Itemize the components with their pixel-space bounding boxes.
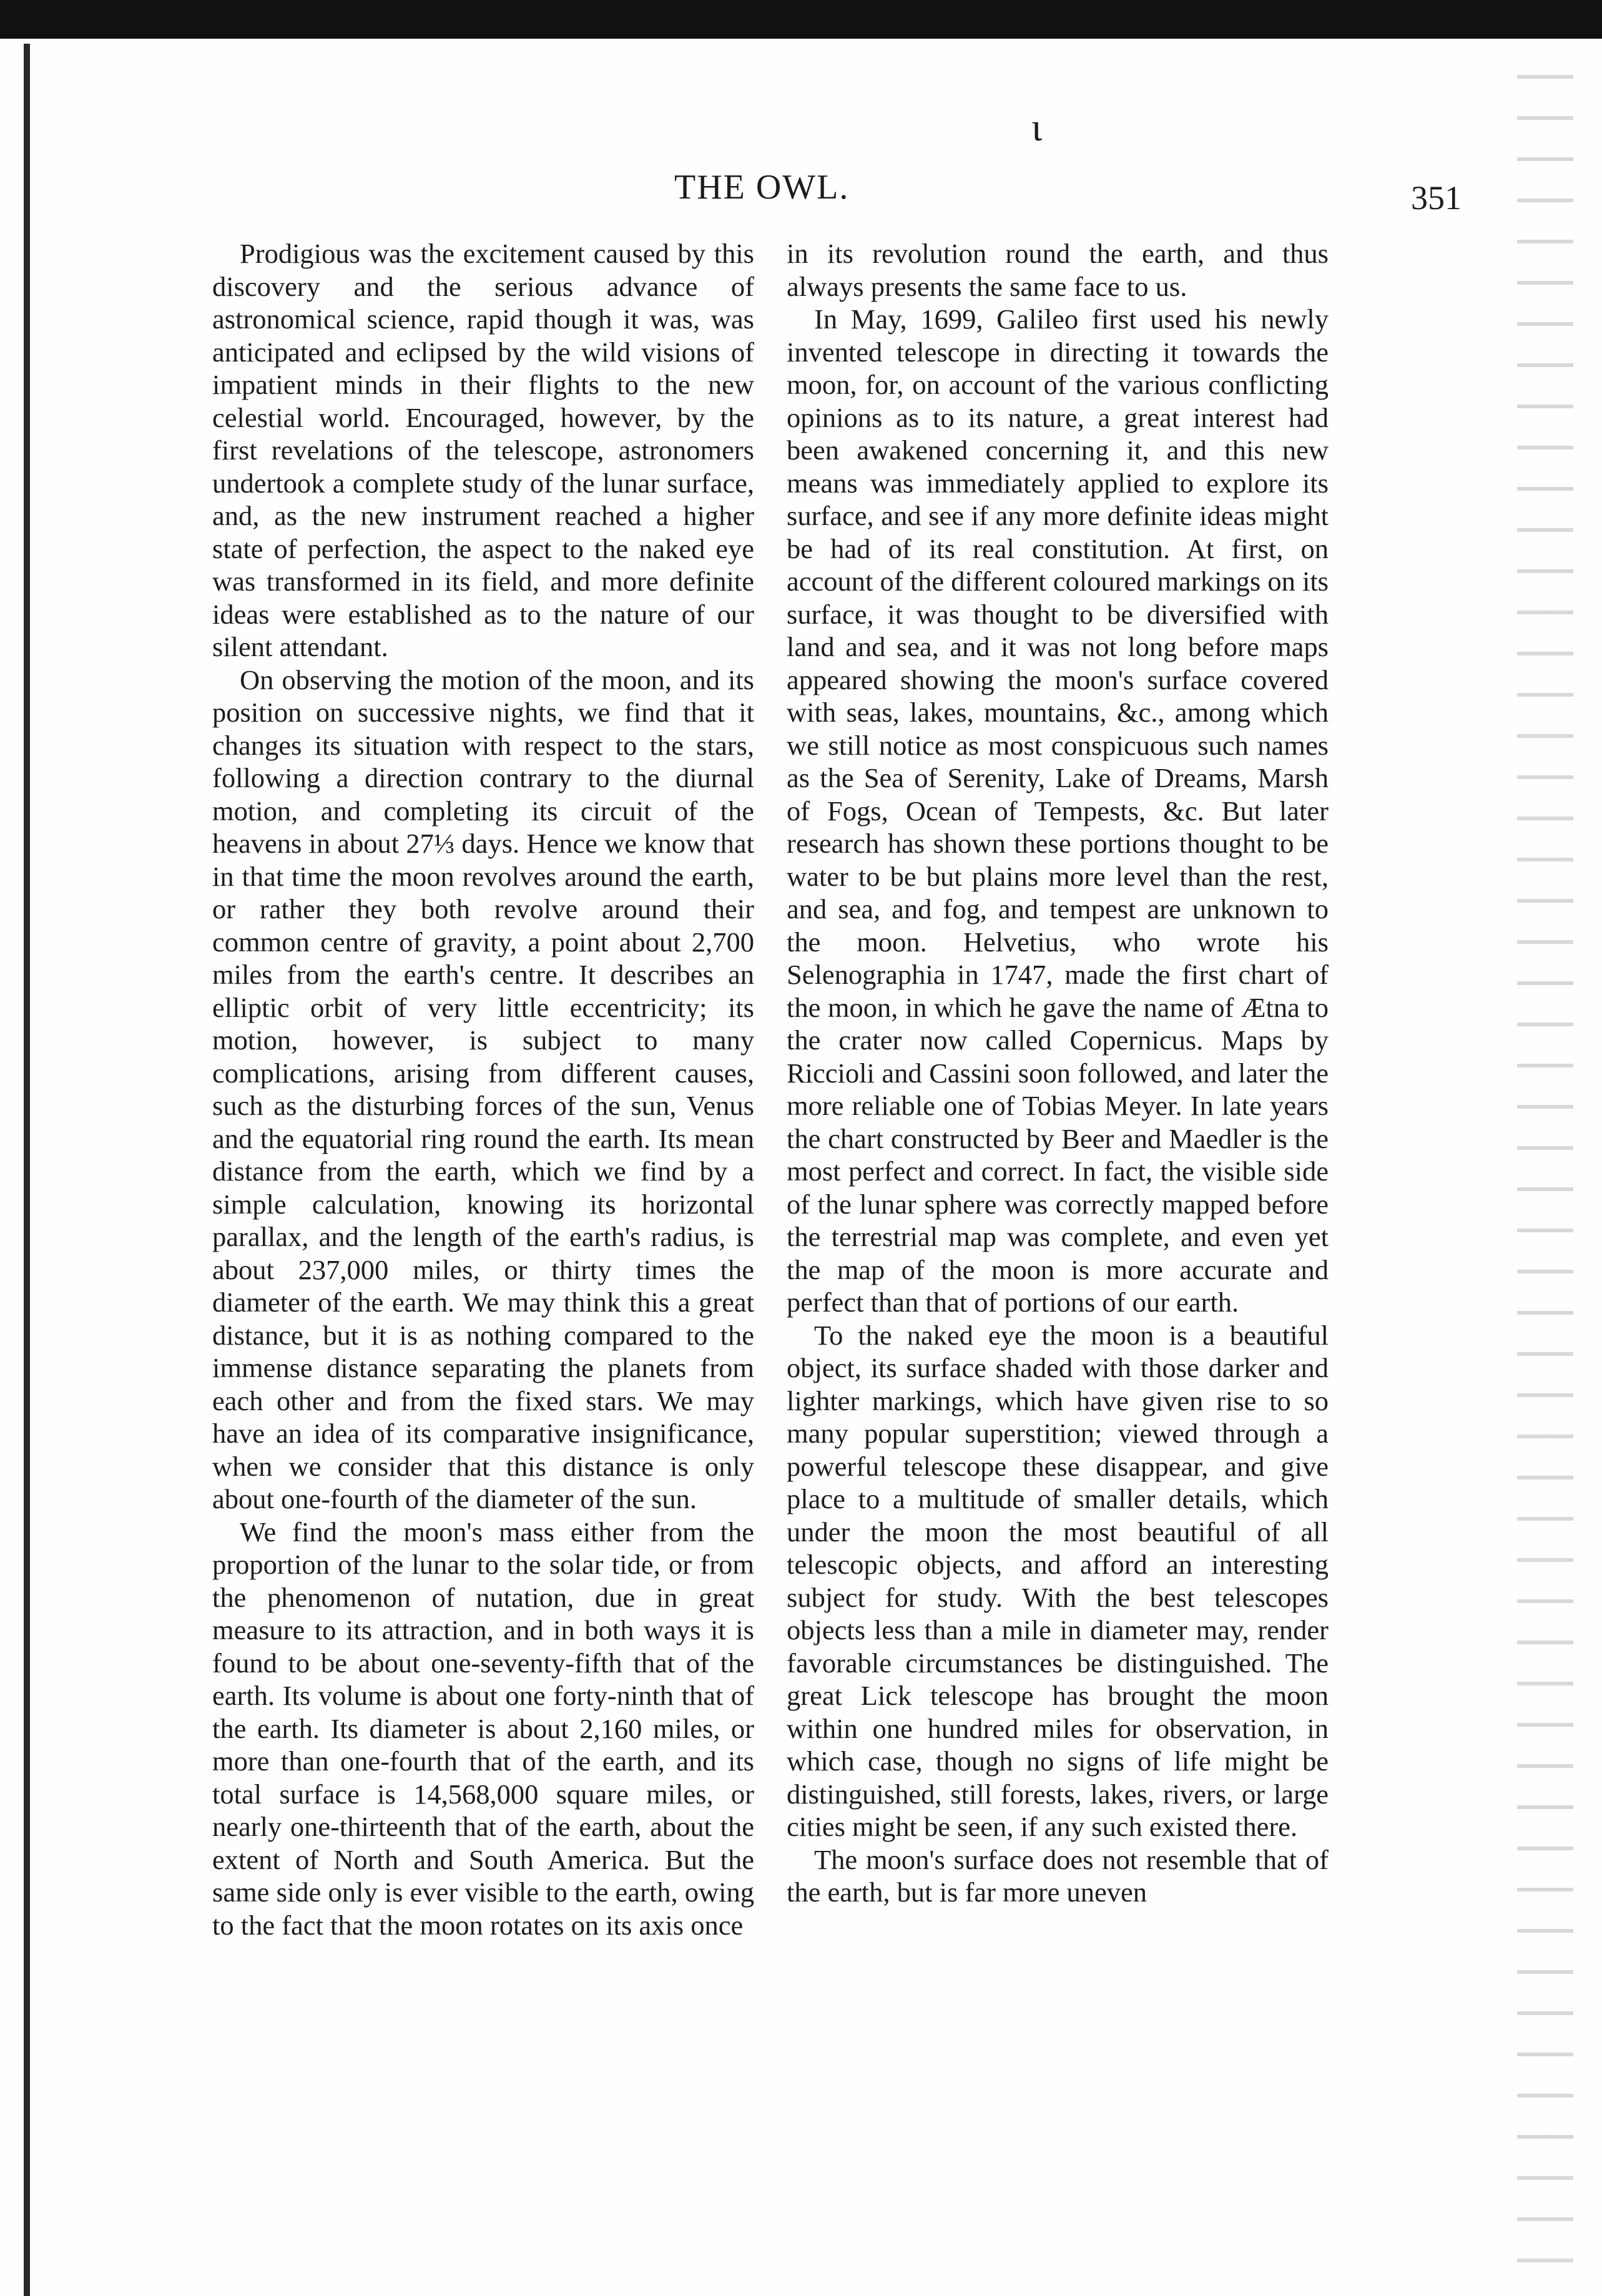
paragraph: We find the moon's mass either from the proportion of the lunar to the solar tide, or from the phenomenon of nutation, due in great measure to its attraction, and in both ways it is found to be about one-seventy-fifth that of the earth. Its volume is about one forty-ninth that of the earth. Its diameter is about 2,160 miles, or more than one-fourth that of the earth, and its total surface is 14,568,000 square miles, or nearly one-thirteenth that of the earth, about the extent of North and South America. But the same side only is ever visible to the earth, owing to the fact that the moon rotates on its axis once	[212, 1516, 754, 1941]
paragraph: On observing the motion of the moon, and its position on successive nights, we find that it changes its situation with respect to the stars, following a direction contrary to the diurnal motion, and completing its circuit of the heavens in about 27⅓ days. Hence we know that in that time the moon revolves around the earth, or rather they both revolve around their common centre of gravity, a point about 2,700 miles from the earth's centre. It describes an elliptic orbit of very little eccentricity; its motion, however, is subject to many complications, arising from different causes, such as the disturbing forces of the sun, Venus and the equatorial ring round the earth. Its mean distance from the earth, which we find by a simple calculation, knowing its horizontal parallax, and the length of the earth's radius, is about 237,000 miles, or thirty times the diameter of the earth. We may think this a great distance, but it is as nothing compared to the immense distance separating the planets from each other and from the fixed stars. We may have an idea of its comparative insignificance, when we consider that this distance is only about one-fourth of the diameter of the sun.	[212, 664, 754, 1514]
stray-mark: ι	[1031, 105, 1043, 149]
page-number: 351	[1411, 179, 1462, 217]
paragraph: The moon's surface does not resemble that of the earth, but is far more uneven	[787, 1843, 1329, 1908]
running-head: THE OWL.	[674, 168, 850, 207]
scan-right-edge-specks	[1517, 37, 1573, 2285]
scan-left-edge	[24, 44, 30, 2296]
paragraph: In May, 1699, Galileo first used his newly invented telescope in directing it towards the moon, for, on account of the various conflicting opinions as to its nature, a great interest had been awakened concerning it, and this new means was immediately applied to explore its surface, and see if any more definite ideas might be had of its real constitution. At first, on account of the different coloured markings on its surface, it was thought to be diversified with land and sea, and it was not long before maps appeared showing the moon's surface covered with seas, lakes, mountains, &c., among which we still notice as most conspicuous such names as the Sea of Serenity, Lake of Dreams, Marsh of Fogs, Ocean of Tempests, &c. But later research has shown these portions thought to be water to be but plains more level than the rest, and sea, and fog, and tempest are unknown to the moon. Helvetius, who wrote his Selenographia in 1747, made the first chart of the moon, in which he gave the name of Ætna to the crater now called Copernicus. Maps by Riccioli and Cassini soon followed, and later the more reliable one of Tobias Meyer. In late years the chart constructed by Beer and Maedler is the most perfect and correct. In fact, the visible side of the lunar sphere was correctly mapped before the terrestrial map was complete, and even yet the map of the moon is more accurate and perfect than that of portions of our earth.	[787, 303, 1329, 1318]
paragraph: To the naked eye the moon is a beautiful object, its surface shaded with those darker and lighter markings, which have given rise to so many popular superstition; viewed through a powerful telescope these disappear, and give place to a multitude of smaller details, which under the moon the most beautiful of all telescopic objects, and afford an interesting subject for study. With the best telescopes objects less than a mile in diameter may, render favorable circumstances be distinguished. The great Lick telescope has brought the moon within one hundred miles for observation, in which case, though no signs of life might be distinguished, still forests, lakes, rivers, or large cities might be seen, if any such existed there.	[787, 1319, 1329, 1842]
right-column	[787, 237, 1329, 1909]
left-column	[212, 237, 754, 1941]
paragraph: Prodigious was the excitement caused by this discovery and the serious advance of astronomical science, rapid though it was, was anticipated and eclipsed by the wild visions of impatient minds in their flights to the new celestial world. Encouraged, however, by the first revelations of the telescope, astronomers undertook a complete study of the lunar surface, and, as the new instrument reached a higher state of perfection, the aspect to the naked eye was transformed in its field, and more definite ideas were established as to the nature of our silent attendant.	[212, 238, 754, 662]
paragraph-continued: in its revolution round the earth, and thus always presents the same face to us.	[787, 238, 1329, 302]
scan-top-border	[0, 0, 1602, 39]
